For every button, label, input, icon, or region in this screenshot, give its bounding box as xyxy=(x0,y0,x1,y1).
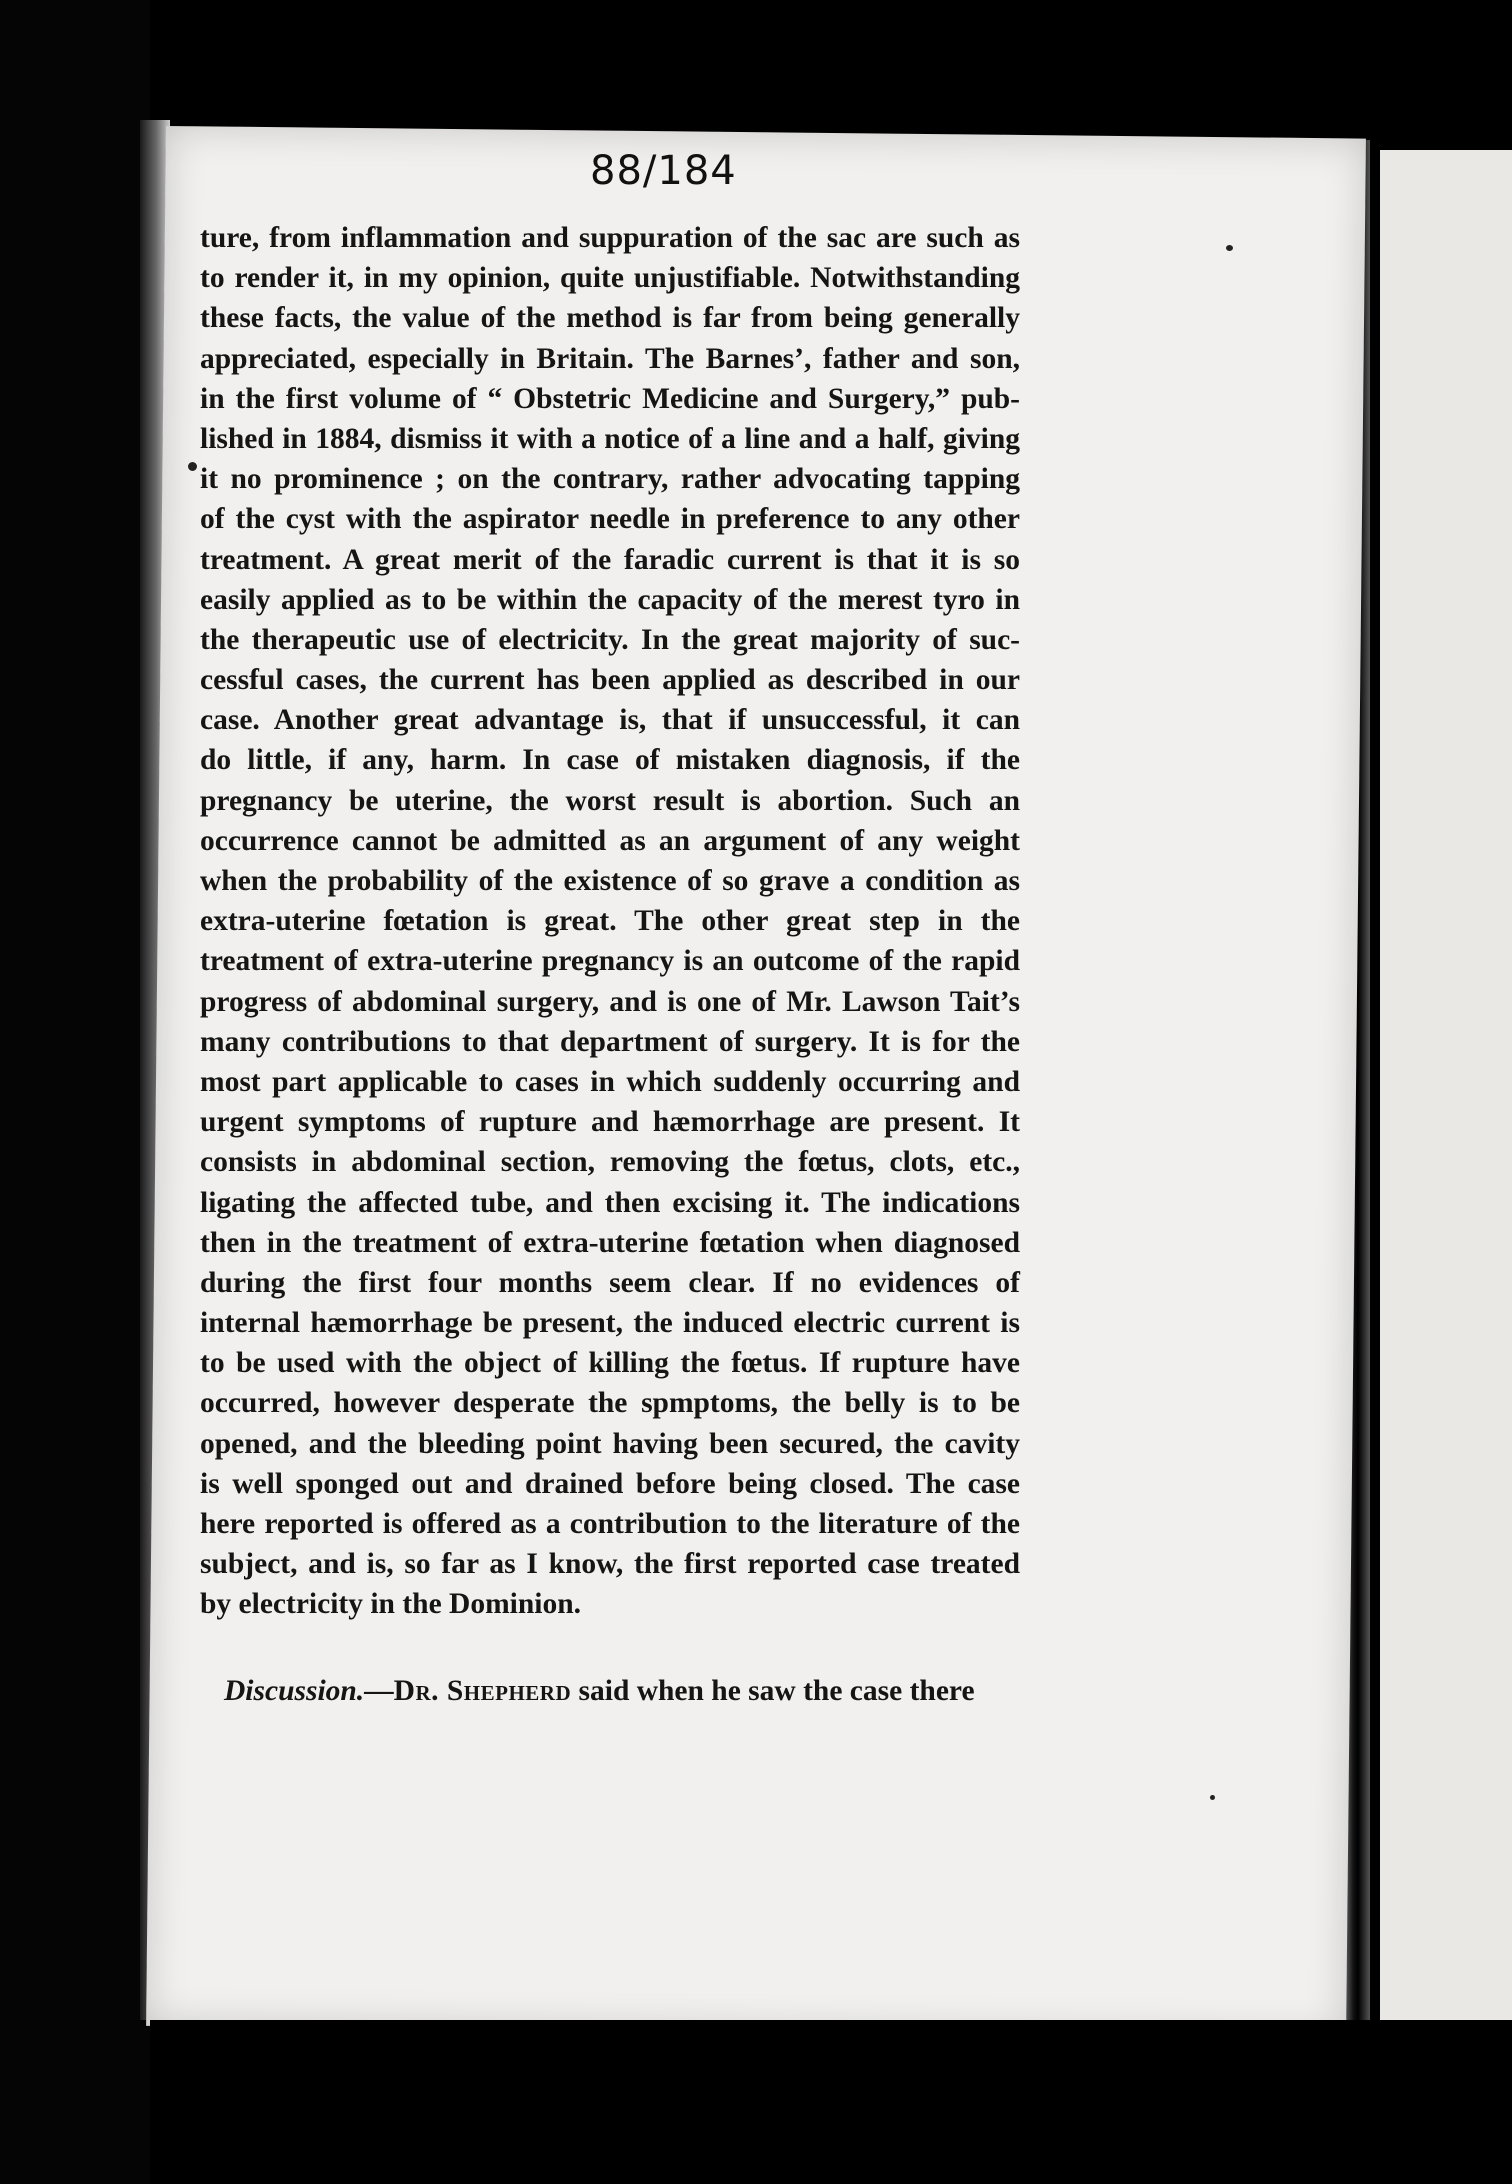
text-line: of the cyst with the aspirator needle in preference to any other xyxy=(200,503,1020,536)
text-line: progress of abdominal surgery, and is one of Mr. Lawson Tait’s xyxy=(200,985,1020,1018)
text-line: pregnancy be uterine, the worst result is abortion. Such an xyxy=(200,784,1020,817)
text-line: is well sponged out and drained before being closed. The case xyxy=(200,1467,1020,1500)
text-line: lished in 1884, dismiss it with a notice of a line and a half, giving xyxy=(200,422,1020,455)
scan-speck xyxy=(188,462,197,471)
discussion-dash: — xyxy=(364,1675,394,1707)
text-line: to render it, in my opinion, quite unjustifiable. Notwithstanding xyxy=(200,262,1020,295)
text-line: case. Another great advantage is, that if unsuccessful, it can xyxy=(200,704,1020,737)
text-line: treatment of extra-uterine pregnancy is an outcome of the rapid xyxy=(200,945,1020,978)
text-line: consists in abdominal section, removing the fœtus, clots, etc., xyxy=(200,1146,1020,1179)
scan-left-border xyxy=(0,0,150,2184)
text-line: cessful cases, the current has been applied as described in our xyxy=(200,664,1020,697)
text-line: occurred, however desperate the spmptoms, the belly is to be xyxy=(200,1387,1020,1420)
text-line: most part applicable to cases in which suddenly occurring and xyxy=(200,1065,1020,1098)
text-line: to be used with the object of killing the fœtus. If rupture have xyxy=(200,1347,1020,1380)
discussion-label: Discussion. xyxy=(224,1675,365,1707)
text-line: ligating the affected tube, and then excising it. The indications xyxy=(200,1186,1020,1219)
scan-speck xyxy=(1210,1795,1215,1800)
discussion-speaker: Dr. Shepherd xyxy=(393,1675,572,1707)
text-line: internal hæmorrhage be present, the induced electric current is xyxy=(200,1307,1020,1340)
text-line: by electricity in the Dominion. xyxy=(200,1588,581,1621)
text-line: urgent symptoms of rupture and hæmorrhage are present. It xyxy=(200,1106,1020,1139)
text-line: appreciated, especially in Britain. The Barnes’, father and son, xyxy=(200,342,1020,375)
text-line: extra-uterine fœtation is great. The other great step in the xyxy=(200,905,1020,938)
text-line: opened, and the bleeding point having been secured, the cavity xyxy=(200,1427,1020,1460)
text-line: when the probability of the existence of so grave a condition as xyxy=(200,865,1020,897)
text-line: easily applied as to be within the capacity of the merest tyro in xyxy=(200,583,1020,616)
text-line: these facts, the value of the method is far from being generally xyxy=(200,302,1020,335)
text-line: do little, if any, harm. In case of mistaken diagnosis, if the xyxy=(200,744,1020,777)
text-line: the therapeutic use of electricity. In the great majority of suc- xyxy=(200,623,1020,656)
scan-speck xyxy=(1226,245,1233,251)
text-line: many contributions to that department of surgery. It is for the xyxy=(200,1025,1020,1058)
text-line: occurrence cannot be admitted as an argument of any weight xyxy=(200,824,1020,857)
scan-bottom-border xyxy=(150,2020,1512,2184)
discussion-text: said when he saw the case there xyxy=(571,1675,975,1707)
text-line: in the first volume of “ Obstetric Medicine and Surgery,” pub- xyxy=(200,382,1020,415)
text-line: then in the treatment of extra-uterine fœtation when diagnosed xyxy=(200,1226,1020,1259)
text-line: treatment. A great merit of the faradic current is that it is so xyxy=(200,543,1020,576)
discussion-line xyxy=(224,1675,1020,1708)
body-text xyxy=(200,218,1020,1625)
text-line: during the first four months seem clear. If no evidences of xyxy=(200,1266,1020,1299)
text-line: subject, and is, so far as I know, the first reported case treated xyxy=(200,1548,1020,1581)
text-line: it no prominence ; on the contrary, rather advocating tapping xyxy=(200,463,1020,496)
text-line: here reported is offered as a contribution to the literature of the xyxy=(200,1508,1020,1540)
page-number: 88/184 xyxy=(590,148,737,194)
text-line: ture, from inflammation and suppuration of the sac are such as xyxy=(200,222,1020,254)
adjacent-page-sliver xyxy=(1380,150,1512,2020)
